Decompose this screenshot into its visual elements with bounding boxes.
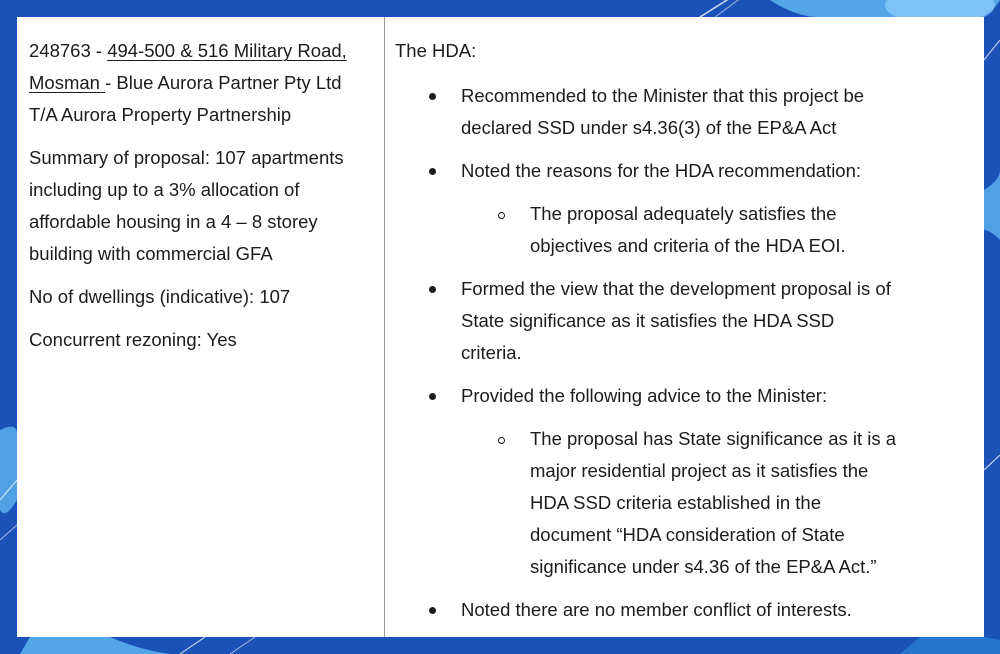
document-page	[17, 17, 984, 637]
dwellings-count: No of dwellings (indicative): 107	[29, 286, 291, 307]
sub-list-item: The proposal has State significance as it is a major residential project as it satisfies the HDA SSD criteria established in the document “HDA consideration of State significance under s4.36 of the EP&A Act.”	[395, 423, 984, 583]
applicant-trading-name: T/A Aurora Property Partnership	[29, 104, 292, 125]
bullet-icon	[429, 286, 436, 293]
hda-heading: The HDA:	[395, 40, 477, 61]
list-item: Noted there are no member conflict of interests.	[395, 594, 984, 626]
hollow-bullet-icon	[498, 437, 505, 444]
summary-line: Summary of proposal: 107 apartments	[29, 147, 344, 168]
proposal-summary	[29, 142, 384, 270]
list-item: Provided the following advice to the Minister:	[395, 380, 984, 412]
sub-list-item: The proposal adequately satisfies the objectives and criteria of the HDA EOI.	[395, 198, 984, 262]
reference-number: 248763 -	[29, 40, 108, 61]
address-link-line2[interactable]: Mosman	[29, 72, 106, 93]
summary-line: building with commercial GFA	[29, 243, 273, 264]
hollow-bullet-icon	[498, 212, 505, 219]
concurrent-rezoning: Concurrent rezoning: Yes	[29, 329, 237, 350]
summary-line: including up to a 3% allocation of	[29, 179, 300, 200]
bullet-icon	[429, 168, 436, 175]
list-item: Noted the reasons for the HDA recommendation:	[395, 155, 984, 187]
list-item: Recommended to the Minister that this project be declared SSD under s4.36(3) of the EP&A Act	[395, 80, 984, 144]
summary-line: affordable housing in a 4 – 8 storey	[29, 211, 318, 232]
hda-advice-column	[385, 17, 984, 637]
address-link-line1[interactable]: 494-500 & 516 Military Road,	[107, 40, 347, 61]
project-details-column	[17, 17, 385, 637]
bullet-icon	[429, 393, 436, 400]
applicant-name: - Blue Aurora Partner Pty Ltd	[105, 72, 342, 93]
list-item: Formed the view that the development proposal is of State significance as it satisfies the HDA SSD criteria.	[395, 273, 984, 369]
project-title	[29, 35, 384, 131]
bullet-icon	[429, 93, 436, 100]
bullet-icon	[429, 607, 436, 614]
